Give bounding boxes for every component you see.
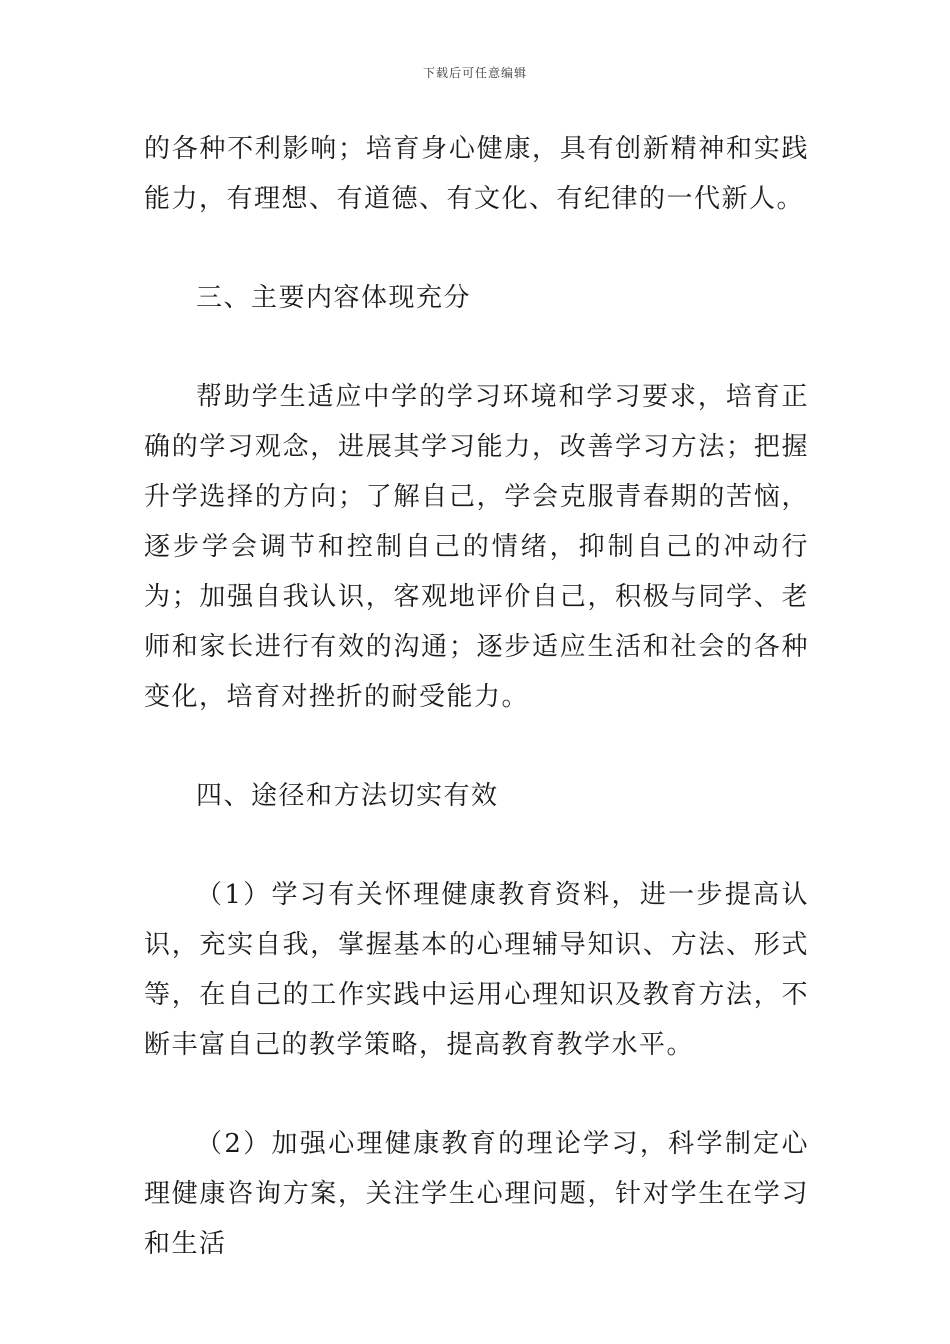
document-body xyxy=(144,124,809,1269)
paragraph-item-1: （1）学习有关怀理健康教育资料，进一步提高认识，充实自我，掌握基本的心理辅导知识、方法、形式等，在自己的工作实践中运用心理知识及教育方法，不断丰富自己的教学策略，提高教育教学水平。 xyxy=(144,880,809,1060)
paragraph-gap xyxy=(144,323,809,372)
paragraph-main-content: 帮助学生适应中学的学习环境和学习要求，培育正确的学习观念，进展其学习能力，改善学习方法；把握升学选择的方向；了解自己，学会克服青春期的苦恼，逐步学会调节和控制自己的情绪，抑制自己的冲动行为；加强自我认识，客观地评价自己，积极与同学、老师和家长进行有效的沟通；逐步适应生活和社会的各种变化，培育对挫折的耐受能力。 xyxy=(144,382,809,712)
paragraph-gap xyxy=(144,722,809,771)
page-header-note: 下载后可任意编辑 xyxy=(422,66,527,80)
paragraph-gap xyxy=(144,224,809,273)
paragraph-item-2: （2）加强心理健康教育的理论学习，科学制定心理健康咨询方案，关注学生心理问题，针对学生在学习和生活 xyxy=(144,1129,809,1259)
paragraph-gap xyxy=(144,821,809,870)
paragraph-gap xyxy=(144,1070,809,1119)
paragraph-continuation: 的各种不利影响；培育身心健康，具有创新精神和实践能力，有理想、有道德、有文化、有纪律的一代新人。 xyxy=(144,134,809,214)
section-heading-four: 四、途径和方法切实有效 xyxy=(196,781,499,811)
section-heading-three: 三、主要内容体现充分 xyxy=(196,283,472,313)
